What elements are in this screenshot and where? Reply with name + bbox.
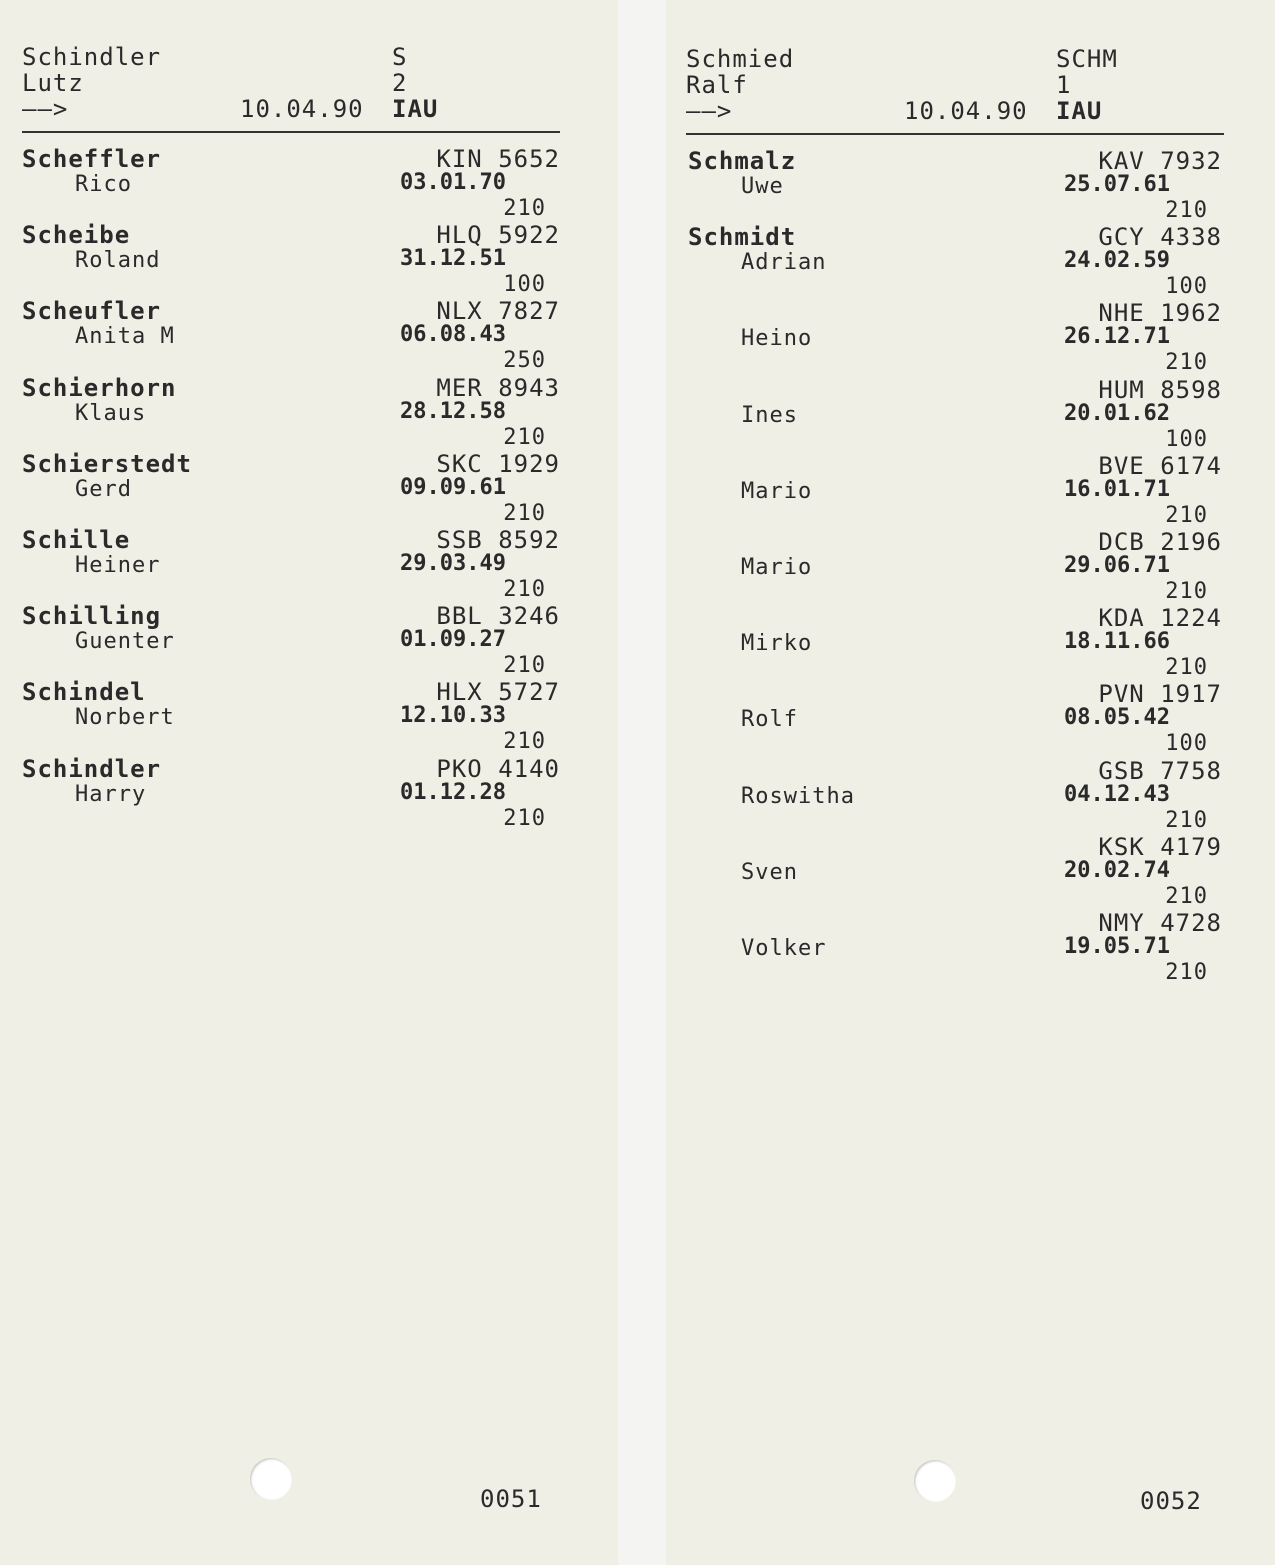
entry-date: 29.03.49 xyxy=(400,551,506,576)
header-arrow: ——> xyxy=(686,97,733,125)
entry-date: 29.06.71 xyxy=(1064,553,1170,578)
entry-number: 100 xyxy=(1165,274,1208,300)
header-code-bottom: IAU xyxy=(392,95,439,123)
entry-code: GSB 7758 xyxy=(1098,756,1222,785)
list-item xyxy=(0,451,618,527)
entry-given-name: Roswitha xyxy=(741,783,855,809)
entry-date: 25.07.61 xyxy=(1064,172,1170,197)
list-item xyxy=(666,834,1275,910)
entry-code: PKO 4140 xyxy=(436,754,560,783)
entry-number: 210 xyxy=(503,805,546,831)
entry-code: NLX 7827 xyxy=(436,297,560,326)
list-item xyxy=(0,603,618,679)
entry-number: 100 xyxy=(1165,426,1208,452)
entry-code: BVE 6174 xyxy=(1098,451,1222,480)
entry-given-name: Mario xyxy=(741,478,813,504)
entry-surname: Schierstedt xyxy=(22,449,192,478)
list-item xyxy=(666,605,1275,681)
entry-date: 19.05.71 xyxy=(1064,934,1170,959)
entry-code: BBL 3246 xyxy=(436,602,560,631)
entry-code: HLQ 5922 xyxy=(436,221,560,250)
header-code-bottom: IAU xyxy=(1056,97,1103,125)
entry-surname: Schindler xyxy=(22,754,162,783)
list-item xyxy=(0,146,618,222)
entry-given-name: Rico xyxy=(75,172,132,197)
list-item xyxy=(666,148,1275,224)
header-surname: Schindler xyxy=(22,43,162,71)
entry-surname: Schmidt xyxy=(688,223,797,252)
page-number: 0052 xyxy=(1140,1487,1202,1515)
entry-number: 210 xyxy=(1165,350,1208,376)
header-code-mid: 2 xyxy=(392,69,408,97)
entry-date: 09.09.61 xyxy=(400,474,506,500)
entry-given-name: Uwe xyxy=(741,174,784,199)
entry-surname: Scheufler xyxy=(22,297,162,326)
entry-number: 210 xyxy=(1165,198,1208,223)
list-item xyxy=(666,910,1275,986)
entry-surname: Schmalz xyxy=(688,147,797,175)
entry-number: 210 xyxy=(1165,579,1208,604)
entry-number: 210 xyxy=(503,196,546,221)
entry-surname: Schille xyxy=(22,526,131,554)
entry-code: NMY 4728 xyxy=(1098,909,1222,937)
entry-number: 210 xyxy=(503,577,546,602)
entry-given-name: Norbert xyxy=(75,705,175,731)
entry-given-name: Mario xyxy=(741,555,813,580)
entry-surname: Scheibe xyxy=(22,221,131,250)
list-item xyxy=(0,527,618,603)
list-item xyxy=(666,529,1275,605)
entry-date: 04.12.43 xyxy=(1064,781,1170,807)
entry-surname: Scheffler xyxy=(22,145,162,173)
list-item xyxy=(0,222,618,298)
entry-given-name: Roland xyxy=(75,248,161,274)
entry-date: 01.09.27 xyxy=(400,627,506,653)
entry-date: 03.01.70 xyxy=(400,170,506,195)
header-code-top: SCHM xyxy=(1056,45,1118,73)
entry-date: 26.12.71 xyxy=(1064,324,1170,350)
entry-given-name: Anita M xyxy=(75,324,175,350)
header-given-name: Lutz xyxy=(22,69,84,97)
punch-hole xyxy=(250,1458,292,1500)
entry-date: 12.10.33 xyxy=(400,703,506,729)
entry-date: 24.02.59 xyxy=(1064,248,1170,274)
entry-date: 18.11.66 xyxy=(1064,629,1170,655)
entry-number: 210 xyxy=(1165,655,1208,681)
list-item xyxy=(666,377,1275,453)
entry-given-name: Guenter xyxy=(75,629,175,655)
entry-date: 01.12.28 xyxy=(400,779,506,805)
entry-code: SSB 8592 xyxy=(436,526,560,554)
list-item xyxy=(0,375,618,451)
list-item xyxy=(0,756,618,832)
entry-number: 210 xyxy=(1165,502,1208,528)
header-date: 10.04.90 xyxy=(904,97,1028,125)
page-number: 0051 xyxy=(480,1485,542,1513)
header-divider xyxy=(22,131,560,133)
entry-number: 210 xyxy=(1165,883,1208,909)
entry-date: 28.12.58 xyxy=(400,398,506,424)
entry-given-name: Mirko xyxy=(741,631,813,657)
header-arrow: ——> xyxy=(22,95,69,123)
entry-number: 250 xyxy=(503,348,546,374)
list-item xyxy=(666,453,1275,529)
entry-number: 210 xyxy=(1165,960,1208,985)
entry-code: KAV 7932 xyxy=(1098,147,1222,175)
entry-date: 20.02.74 xyxy=(1064,857,1170,883)
entry-given-name: Volker xyxy=(741,936,827,961)
entry-date: 16.01.71 xyxy=(1064,476,1170,502)
list-item xyxy=(666,758,1275,834)
header-code-mid: 1 xyxy=(1056,71,1072,99)
list-item xyxy=(0,679,618,755)
entry-surname: Schindel xyxy=(22,678,146,707)
entry-number: 210 xyxy=(503,729,546,755)
entry-given-name: Adrian xyxy=(741,250,827,276)
entry-code: KSK 4179 xyxy=(1098,832,1222,861)
entry-code: NHE 1962 xyxy=(1098,299,1222,328)
entry-code: KIN 5652 xyxy=(436,145,560,173)
entry-number: 100 xyxy=(1165,731,1208,757)
entry-given-name: Rolf xyxy=(741,707,798,733)
entry-given-name: Heiner xyxy=(75,553,161,578)
entry-code: HUM 8598 xyxy=(1098,375,1222,404)
index-card-left xyxy=(0,0,618,1565)
punch-hole xyxy=(914,1460,956,1502)
entry-given-name: Heino xyxy=(741,326,813,352)
entry-surname: Schilling xyxy=(22,602,162,631)
entry-surname: Schierhorn xyxy=(22,373,177,402)
entry-given-name: Klaus xyxy=(75,400,147,426)
entry-given-name: Sven xyxy=(741,859,798,885)
entry-code: SKC 1929 xyxy=(436,449,560,478)
list-item xyxy=(0,298,618,374)
list-item xyxy=(666,300,1275,376)
entry-number: 100 xyxy=(503,272,546,298)
entry-number: 210 xyxy=(503,653,546,679)
entry-code: PVN 1917 xyxy=(1098,680,1222,709)
entry-code: DCB 2196 xyxy=(1098,528,1222,556)
entry-code: HLX 5727 xyxy=(436,678,560,707)
entry-date: 06.08.43 xyxy=(400,322,506,348)
entry-date: 20.01.62 xyxy=(1064,400,1170,426)
entry-code: GCY 4338 xyxy=(1098,223,1222,252)
header-code-top: S xyxy=(392,43,408,71)
index-card-right xyxy=(666,0,1275,1565)
entry-number: 210 xyxy=(503,424,546,450)
entry-date: 31.12.51 xyxy=(400,246,506,272)
entry-date: 08.05.42 xyxy=(1064,705,1170,731)
entry-given-name: Harry xyxy=(75,781,147,807)
header-surname: Schmied xyxy=(686,45,795,73)
header-divider xyxy=(686,133,1224,135)
entry-code: MER 8943 xyxy=(436,373,560,402)
entry-number: 210 xyxy=(503,500,546,526)
entry-number: 210 xyxy=(1165,807,1208,833)
list-item xyxy=(666,681,1275,757)
entry-code: KDA 1224 xyxy=(1098,604,1222,633)
entry-given-name: Ines xyxy=(741,402,798,428)
entry-given-name: Gerd xyxy=(75,476,132,502)
list-item xyxy=(666,224,1275,300)
header-date: 10.04.90 xyxy=(240,95,364,123)
header-given-name: Ralf xyxy=(686,71,748,99)
